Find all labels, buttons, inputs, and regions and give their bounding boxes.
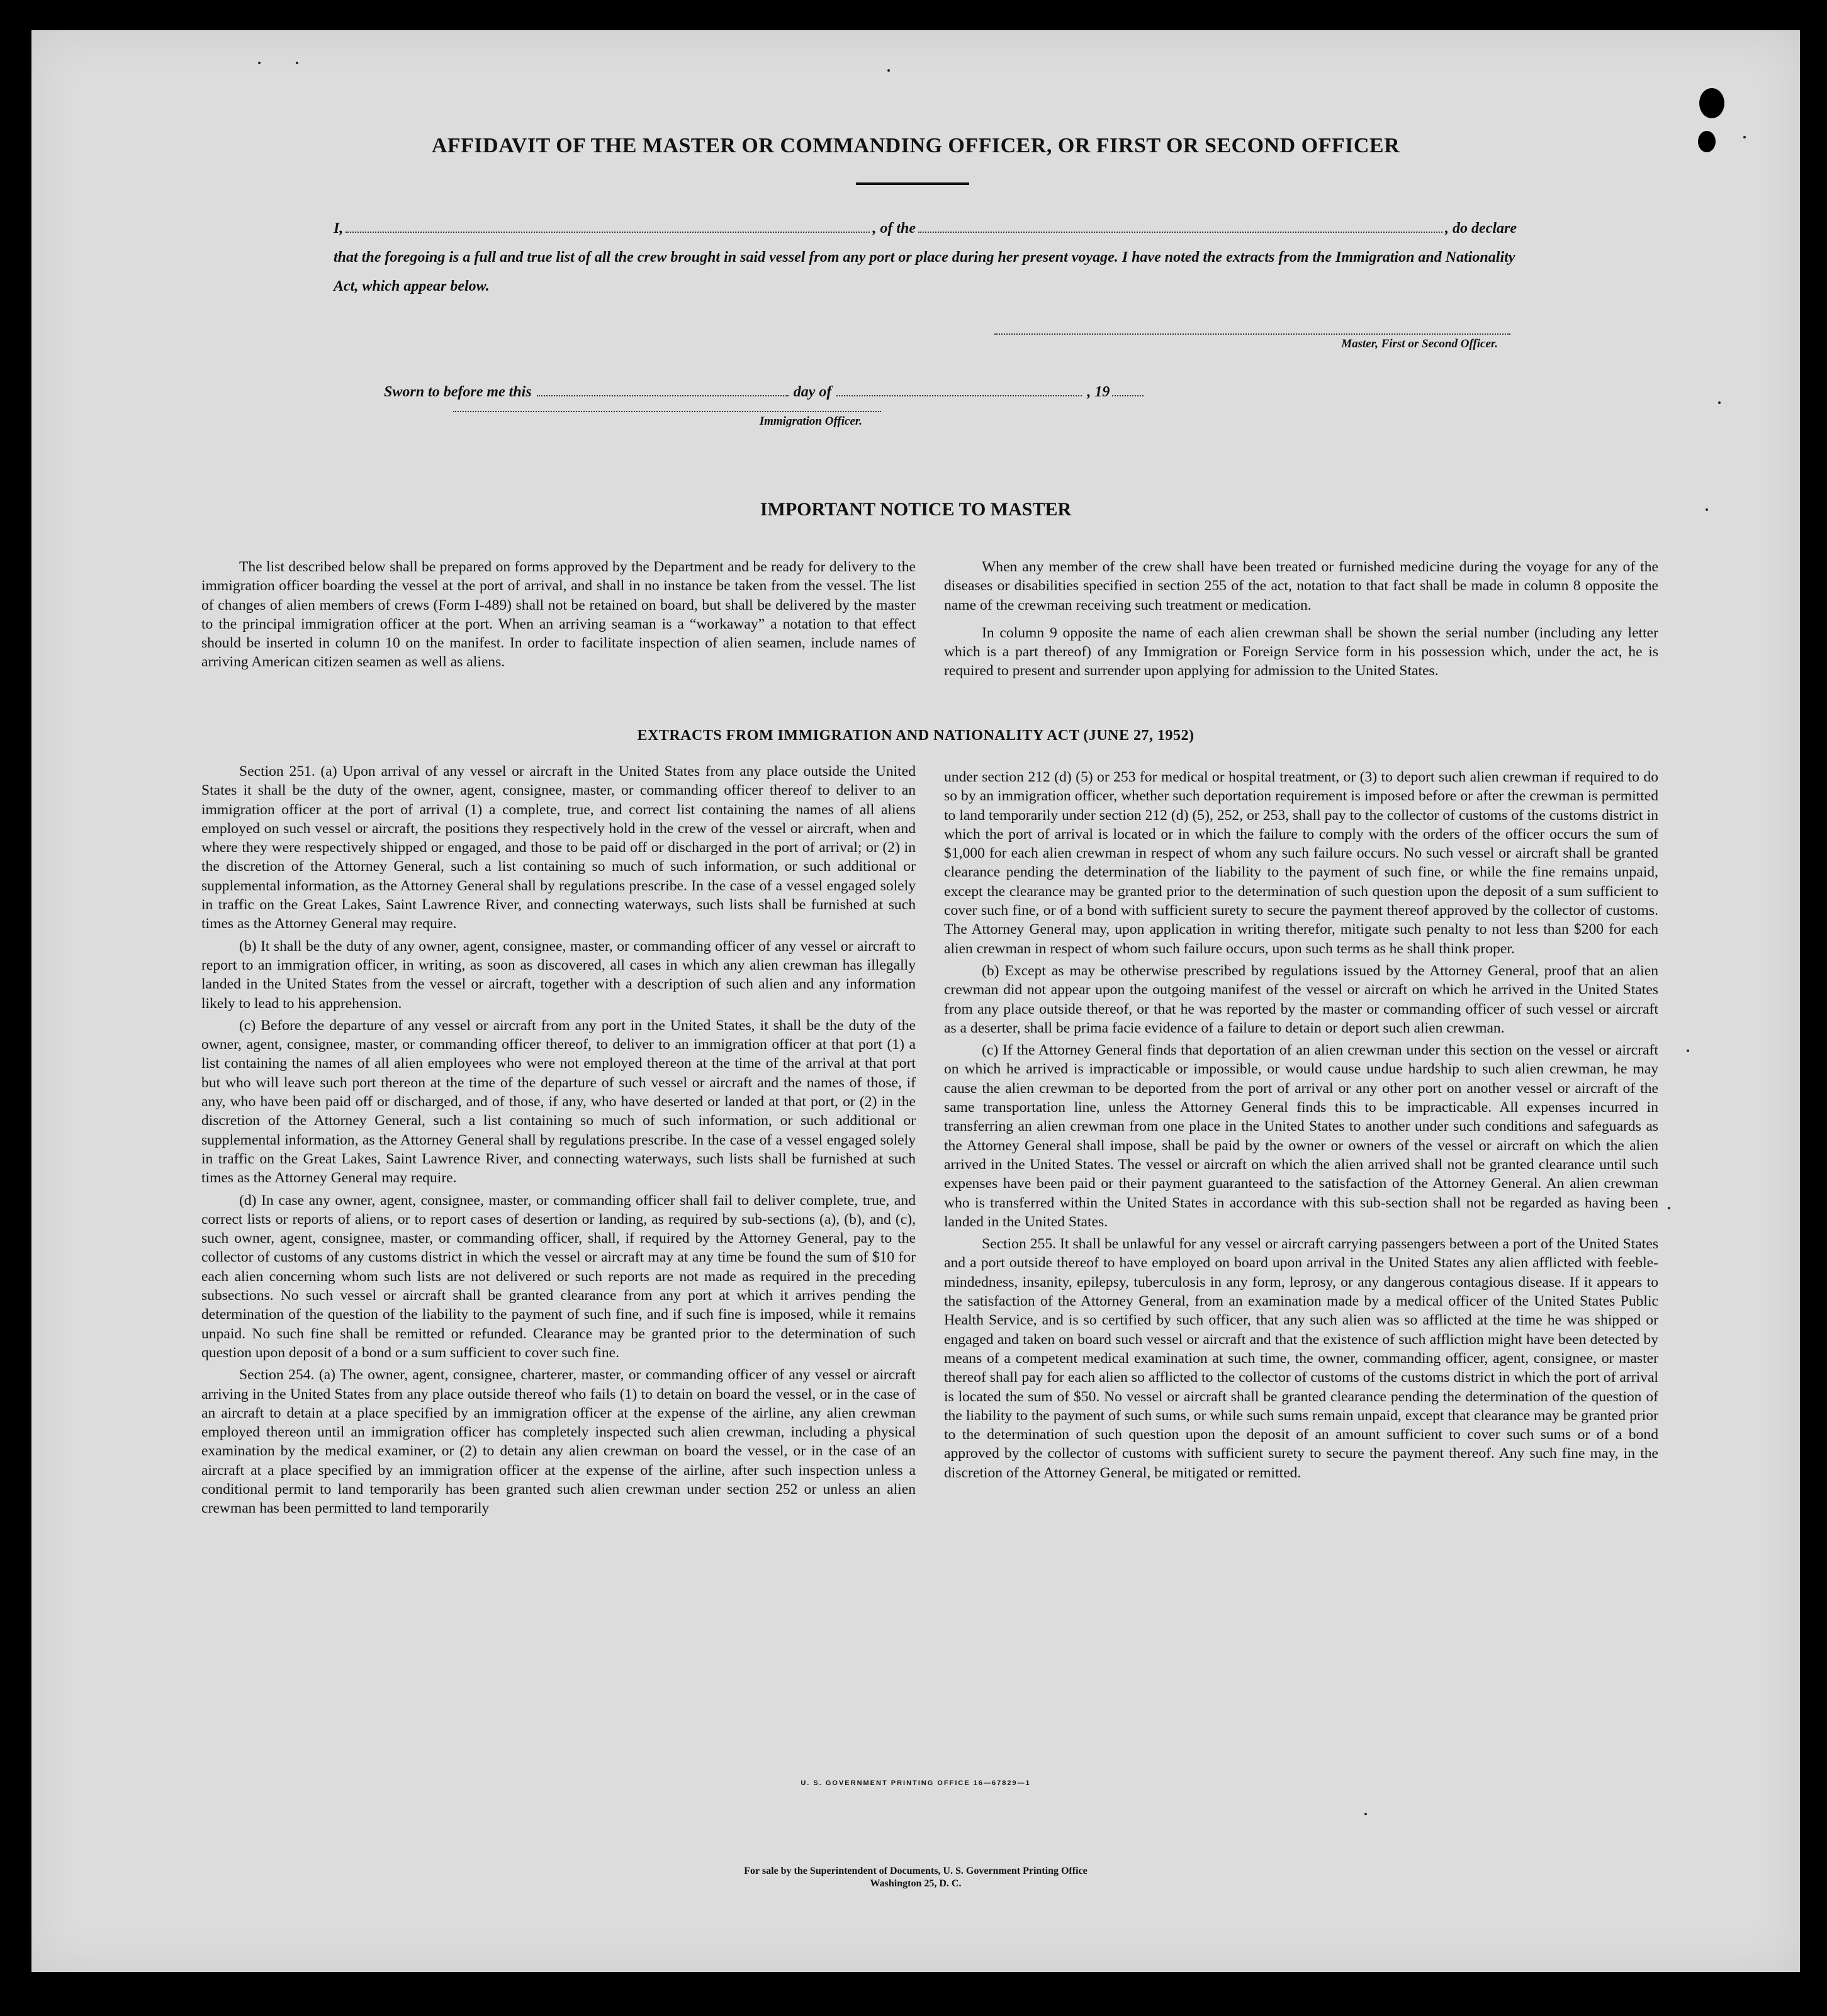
section-251-c: (c) Before the departure of any vessel or aircraft from any port in the United States, it shall be the duty of the owner, agent, consignee, master, or commanding officer thereof, to deliver to an immigration officer at that port (1) a list containing the names of all alien employees who were not employed thereon at the time of the arrival at that port but who will leave such port thereon at the time of the departure of such vessel or aircraft and the names of those, if any, who have been paid off or discharged, and of those, if any, who have deserted or landed at that port, or (2) in the discretion of the Attorney General, such a list containing so much of such information, or such additional or supplemental information, as the Attorney General shall by regulations prescribe. In the case of a vessel engaged solely in traffic on the Great Lakes, Saint Lawrence River, and connecting waterways, such lists shall be furnished at such times as the Attorney General may require. <box>201 1017 916 1187</box>
sale-line-1: For sale by the Superintendent of Documents, U. S. Government Printing Office <box>744 1866 1088 1876</box>
gpo-imprint: U. S. GOVERNMENT PRINTING OFFICE 16—67829—1 <box>801 1779 1031 1787</box>
notice-left-paragraph: The list described below shall be prepared on forms approved by the Department and be ready for delivery to the immigration officer boarding the vessel at the port of arrival, and shall in no instance be taken from the vessel. The list of changes of alien members of crews (Form I-489) shall not be retained on board, but shall be delivered by the master to the principal immigration officer at the port. When an arriving seaman is a “workaway” a notation to that effect should be inserted in column 10 on the manifest. In order to facilitate inspection of alien seamen, include names of arriving American citizen seamen as well as aliens. <box>201 559 916 671</box>
section-254-a-continued: under section 212 (d) (5) or 253 for medical or hospital treatment, or (3) to deport such alien crewman if required to do so by an immigration officer, whether such deportation requirement is imposed before or after the crewman is permitted to land temporarily under section 212 (d) (5), 252, or 253, shall pay to the collector of customs of the customs district in which the port of arrival is located or in which the failure to comply with the orders of the officer occurs the sum of $1,000 for each alien crewman in respect of whom any such failure occurs. No such vessel or aircraft shall be granted clearance pending the determination of the liability to the payment of such fine, or while the fine remains unpaid, except the clearance may be granted prior to the determination of such question upon the deposit of a sum sufficient to cover such fine, or of a bond with sufficient surety to secure the payment thereof approved by the collector of customs. The Attorney General may, upon application in writing therefor, mitigate such penalty to not less than $200 for each alien crewman in respect of whom such failure occurs, upon such terms as he shall think proper. <box>944 769 1658 957</box>
extracts-left-column <box>201 762 916 1521</box>
sale-line-2: Washington 25, D. C. <box>870 1878 962 1889</box>
ink-blot <box>1698 131 1716 152</box>
speck <box>887 69 890 72</box>
section-254-a: Section 254. (a) The owner, agent, consignee, charterer, master, or commanding officer of any vessel or aircraft arriving in the United States from any place outside thereof who fails (1) to detain on board the vessel, or in the case of an aircraft to detain at a place specified by an immigration officer at the expense of the airline, any alien crewman employed thereon until an immigration officer has completely inspected such alien crewman, including a physical examination by the medical examiner, or (2) to detain any alien crewman on board the vessel, or in the case of an aircraft at a place specified by an immigration officer at the expense of the airline, after such inspection unless a conditional permit to land temporarily has been granted such alien crewman under section 252 or unless an alien crewman has been permitted to land temporarily <box>201 1367 916 1517</box>
vessel-name-field[interactable] <box>918 219 1442 233</box>
master-signature-caption: Master, First or Second Officer. <box>1341 337 1498 350</box>
section-251-b: (b) It shall be the duty of any owner, agent, consignee, master, or commanding officer of any vessel or aircraft to report to an immigration officer, in writing, as soon as discovered, all cases in which any alien crewman has illegally landed in the United States from the vessel or aircraft, together with a description of such alien and any information likely to lead to his apprehension. <box>201 938 916 1012</box>
form-sheet <box>31 30 1800 1972</box>
immigration-officer-caption: Immigration Officer. <box>759 415 862 428</box>
notice-title: IMPORTANT NOTICE TO MASTER <box>760 499 1072 520</box>
section-254-b: (b) Except as may be otherwise prescribed by regulations issued by the Attorney General, proof that an alien crewman did not appear upon the outgoing manifest of the vessel or aircraft on which he arrived in the United States from any place outside thereof, or that he was reported by the master or commanding officer of such vessel or aircraft as a deserter, shall be prima facie evidence of a failure to detain or deport such alien crewman. <box>944 962 1658 1036</box>
notice-left-column <box>201 557 916 675</box>
extracts-title: EXTRACTS FROM IMMIGRATION AND NATIONALITY ACT (JUNE 27, 1952) <box>637 727 1195 744</box>
notice-right-paragraph-1: When any member of the crew shall have been treated or furnished medicine during the voyage for any of the diseases or disabilities specified in section 255 of the act, notation to that fact shall be made in column 8 opposite the name of the crewman receiving such treatment or medication. <box>944 559 1658 613</box>
year-label: , 19 <box>1087 384 1110 400</box>
sworn-month-field[interactable] <box>836 384 1082 396</box>
sworn-line <box>384 384 1252 401</box>
declaration-text: that the foregoing is a full and true list of all the crew brought in said vessel from any port or place during her present voyage. I have noted the extracts from the Immigration and Nationality Act, which appear below. <box>334 249 1515 294</box>
sale-notice <box>31 1865 1800 1890</box>
declarant-name-field[interactable] <box>346 219 870 233</box>
speck <box>1364 1813 1367 1815</box>
section-255: Section 255. It shall be unlawful for any vessel or aircraft carrying passengers between a port of the United States and a port outside thereof to have employed on board upon arrival in the United States any alien afflicted with feeble-mindedness, insanity, epilepsy, tuberculosis in any form, leprosy, or any dangerous contagious disease. If it appears to the satisfaction of the Attorney General, from an examination made by a medical officer of the United States Public Health Service, and is so certified by such officer, that any such alien was so afflicted at the time he was shipped or engaged and taken on board such vessel or aircraft and that the existence of such affliction might have been detected by means of a competent medical examination at such time, the owner, commanding officer, agent, consignee, or master thereof shall pay for each alien so afflicted to the collector of customs of the customs district in which the port of arrival is located the sum of $50. No vessel or aircraft shall be granted clearance pending the determination of the question of the liability to the payment of such sums, or while such sums remain unpaid, except that clearance may be granted prior to the determination of such question upon the deposit of an amount sufficient to cover such sums or of a bond approved by the collector of customs with sufficient surety to secure the payment thereof. Any such fine may, in the discretion of the Attorney General, be mitigated or remitted. <box>944 1236 1658 1481</box>
declare-of-the-label: , of the <box>872 220 916 237</box>
day-of-label: day of <box>793 384 832 400</box>
speck <box>1687 1050 1689 1052</box>
notice-right-column <box>944 557 1658 684</box>
master-signature-line[interactable] <box>994 333 1510 335</box>
title-underline <box>856 182 969 185</box>
extracts-right-column <box>944 768 1658 1486</box>
declaration-block <box>334 214 1517 301</box>
affidavit-title: AFFIDAVIT OF THE MASTER OR COMMANDING OFFICER, OR FIRST OR SECOND OFFICER <box>431 134 1400 157</box>
speck <box>258 62 261 64</box>
speck <box>296 62 298 64</box>
declaration-line <box>334 214 1517 243</box>
speck <box>1668 1207 1670 1209</box>
sworn-year-field[interactable] <box>1112 384 1144 396</box>
ink-blot <box>1699 88 1724 118</box>
speck <box>1706 508 1708 511</box>
speck <box>1718 401 1721 404</box>
section-251-d: (d) In case any owner, agent, consignee, master, or commanding officer shall fail to deliver complete, true, and correct lists or reports of aliens, or to report cases of desertion or landing, as required by sub-sections (a), (b), and (c), such owner, agent, consignee, master, or commanding officer, shall, if required by the Attorney General, pay to the collector of customs of any customs district in which the vessel or aircraft may at any time be found the sum of $10 for each alien concerning whom such lists are not delivered or such reports are not made as required in the preceding subsections. No such vessel or aircraft shall be granted clearance from any port at which it arrives pending the determination of the question of the liability to the payment of such fine, and if such fine is imposed, while it remains unpaid. No such fine shall be remitted or refunded. Clearance may be granted prior to the determination of such question upon deposit of a bond or a sum sufficient to cover such fine. <box>201 1192 916 1361</box>
immigration-officer-signature-line[interactable] <box>453 411 881 412</box>
sworn-label: Sworn to before me this <box>384 384 532 400</box>
sworn-day-field[interactable] <box>537 384 789 396</box>
speck <box>1743 136 1746 138</box>
section-251-a: Section 251. (a) Upon arrival of any vessel or aircraft in the United States from any place outside the United States it shall be the duty of the owner, agent, consignee, master, or commanding officer thereof to deliver to an immigration officer at the port of arrival (1) a complete, true, and correct list containing the names of all aliens employed on such vessel or aircraft, the positions they respectively hold in the crew of the vessel or aircraft, when and where they were respectively shipped or engaged, and those to be paid off or discharged in the port of arrival; or (2) in the discretion of the Attorney General, such a list containing so much of such information, or such additional or supplemental information, as the Attorney General shall by regulations prescribe. In the case of a vessel engaged solely in traffic on the Great Lakes, Saint Lawrence River, and connecting waterways, such lists shall be furnished at such times as the Attorney General may require. <box>201 763 916 932</box>
declare-i-label: I, <box>334 220 344 237</box>
notice-right-paragraph-2: In column 9 opposite the name of each alien crewman shall be shown the serial number (including any letter which is a part thereof) of any Immigration or Foreign Service form in his possession which, under the act, he is required to present and surrender upon applying for admission to the United States. <box>944 624 1658 680</box>
declare-do-declare-label: , do declare <box>1445 220 1517 237</box>
section-254-c: (c) If the Attorney General finds that deportation of an alien crewman under this section on the vessel or aircraft on which he arrived is impracticable or impossible, or would cause undue hardship to such alien crewman, he may cause the alien crewman to be deported from the port of arrival or any other port on another vessel or aircraft of the same transportation line, unless the Attorney General finds this to be impracticable. All expenses incurred in transferring an alien crewman from one place in the United States to another under such conditions and safeguards as the Attorney General shall impose, shall be paid by the owner or owners of the vessel or aircraft on which the alien arrived in the United States. The vessel or aircraft on which the alien arrived shall not be granted clearance until such expenses have been paid or their payment guaranteed to the satisfaction of the Attorney General. An alien crewman who is transferred within the United States in accordance with this sub-section shall not be regarded as having been landed in the United States. <box>944 1042 1658 1230</box>
